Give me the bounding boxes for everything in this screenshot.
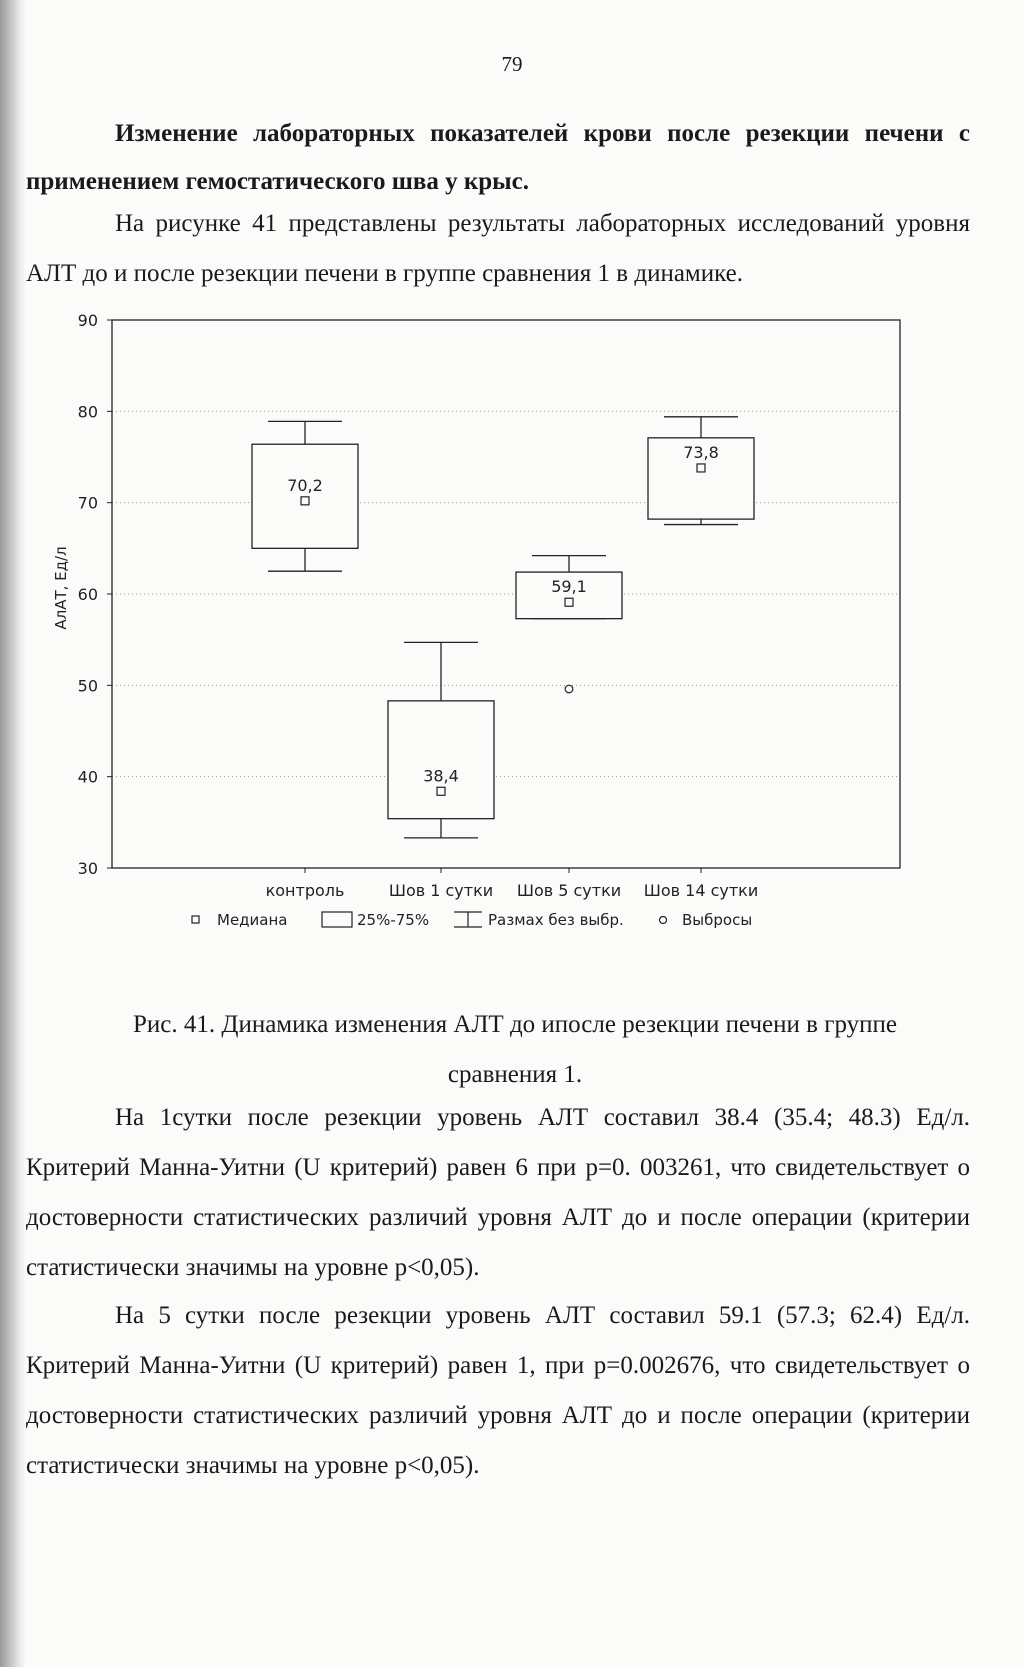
median-marker [565,598,573,606]
legend-median-swatch [192,916,199,923]
x-category-label: Шов 5 сутки [516,881,622,900]
scan-edge-shadow [0,0,26,1667]
legend-whisker-label: Размах без выбр. [488,911,624,929]
median-marker [697,464,705,472]
paragraph-day5: На 5 сутки после резекции уровень АЛТ составил 59.1 (57.3; 62.4) Ед/л. Критерий Манна-Уитни (U критерий) равен 1, при p=0.002676, что свидетельствует о достоверности статистических различий уровня АЛТ до и после операции (критерии статистически значимы на уровне p<0,05). [26,1302,970,1479]
y-tick-label: 70 [77,493,98,513]
y-axis-label: АлАТ, Ед/л [52,546,70,630]
y-tick-label: 40 [77,767,98,787]
intro-paragraph: На рисунке 41 представлены результаты лабораторных исследований уровня АЛТ до и после резекции печени в группе сравнения 1 в динамике. [26,210,970,287]
median-marker [437,787,445,795]
median-label: 38,4 [423,766,459,786]
y-tick-label: 30 [77,859,98,878]
y-tick-label: 50 [77,676,98,696]
x-category-label: Шов 14 сутки [643,881,759,900]
y-tick-label: 60 [77,585,98,604]
legend-outlier-swatch [660,917,667,924]
figure-caption: Рис. 41. Динамика изменения АЛТ до ипосле резекции печени в группе сравнения 1. [133,1011,897,1088]
median-label: 70,2 [287,475,323,495]
legend-outlier-label: Выбросы [682,911,753,929]
legend-box-swatch [322,912,352,927]
y-tick-label: 90 [77,311,98,330]
x-category-label: Шов 1 сутки [388,881,494,900]
median-label: 59,1 [551,577,587,597]
outlier-point [565,685,573,693]
paragraph-day1: На 1сутки после резекции уровень АЛТ составил 38.4 (35.4; 48.3) Ед/л. Критерий Манна-Уитни (U критерий) равен 6 при p=0. 003261, что свидетельствует о достоверности статистических различий уровня АЛТ до и после операции (критерии статистически значимы на уровне p<0,05). [26,1104,970,1281]
legend-median-label: Медиана [217,911,288,929]
iqr-box [388,701,494,819]
median-label: 73,8 [683,442,719,462]
boxplot-chart [36,308,976,998]
median-marker [301,497,309,505]
y-tick-label: 80 [77,402,98,422]
legend-box-label: 25%-75% [357,911,430,929]
figure-41 [36,308,976,1003]
x-category-label: контроль [265,881,345,900]
page-number: 79 [501,52,523,76]
section-heading: Изменение лабораторных показателей крови после резекции печени с применением гемостатического шва у крыс. [26,120,970,195]
plot-frame [112,320,900,868]
